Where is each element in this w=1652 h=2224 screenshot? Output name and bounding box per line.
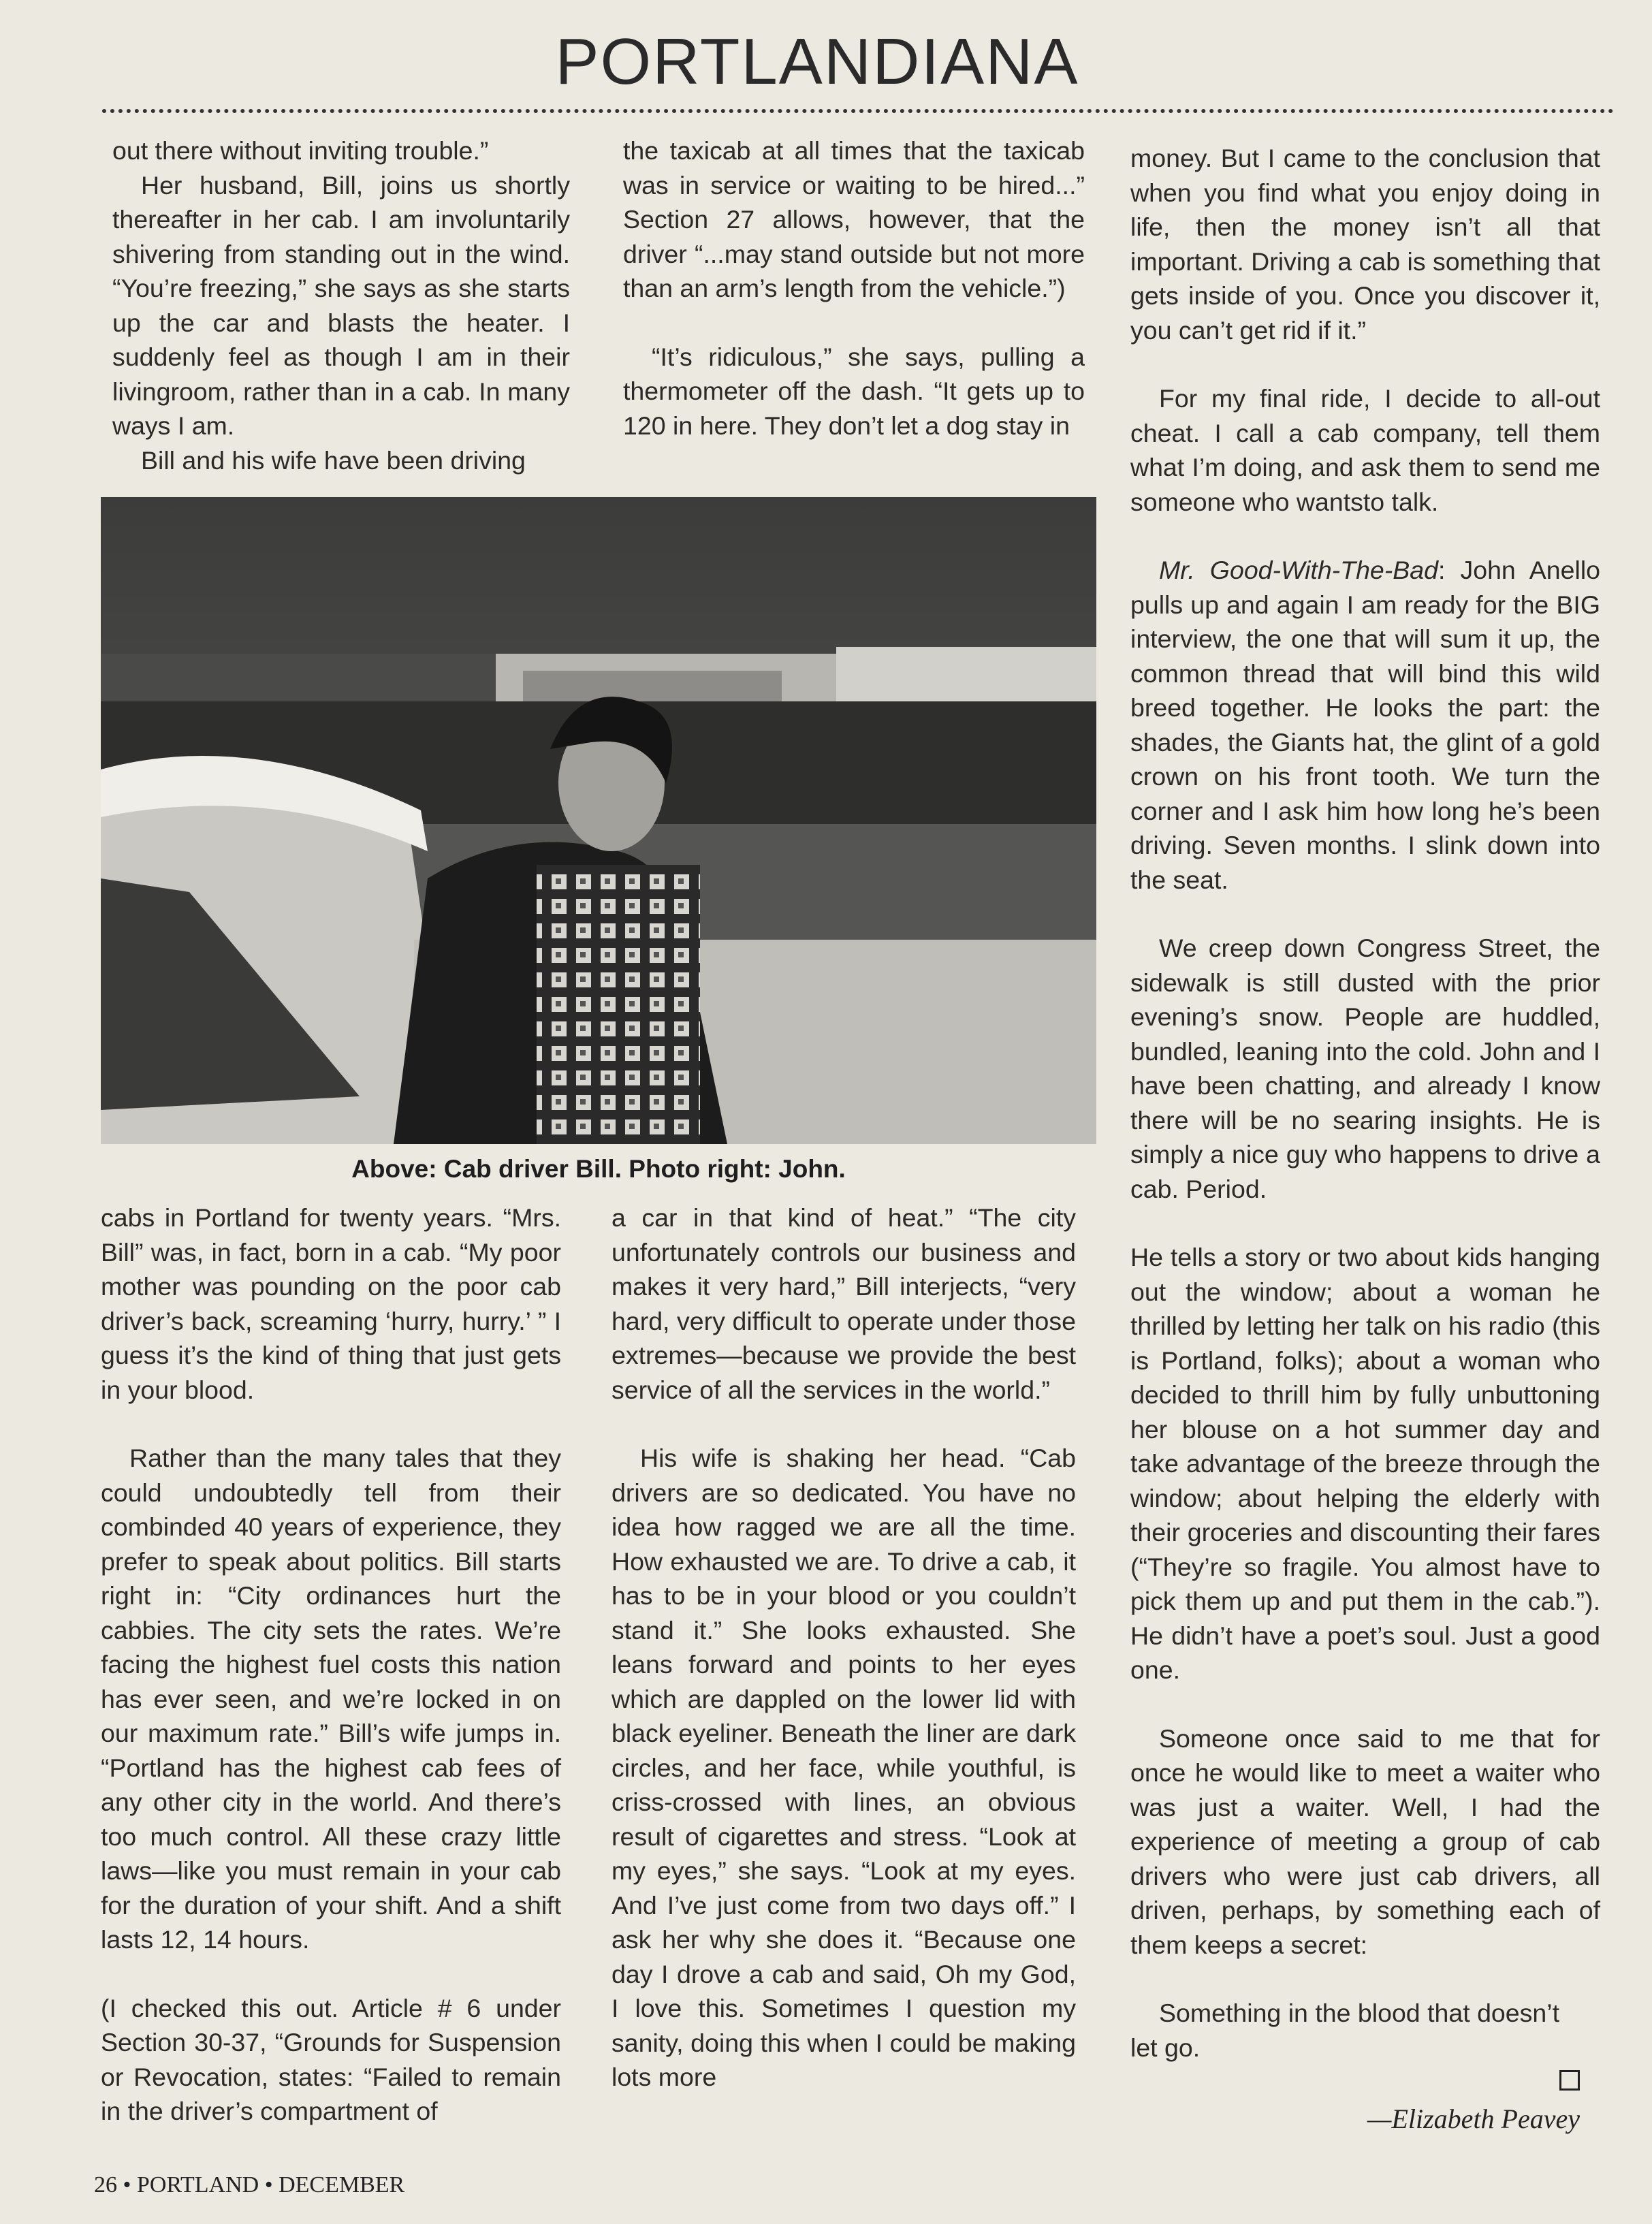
paragraph: Something in the blood that doesn’t let go. bbox=[1130, 1999, 1559, 2062]
end-mark-icon bbox=[1559, 2070, 1580, 2091]
paragraph: “It’s ridiculous,” she says, pulling a thermometer off the dash. “It gets up to 120 in here. They don’t let a dog stay in bbox=[623, 342, 1085, 440]
column-1-bottom bbox=[101, 1201, 561, 2129]
section-label: Mr. Good-With-The-Bad bbox=[1159, 556, 1439, 584]
paragraph-text: : John Anello pulls up and again I am ready for the BIG interview, the one that will sum it up, the common thread that will bind this wild breed together. He looks the part: the shades, the Giants hat, the glint of a gold crown on his front tooth. We turn the corner and I ask him how long he’s been driving. Seven months. I slink down into the seat. bbox=[1130, 556, 1601, 894]
paragraph: We creep down Congress Street, the sidewalk is still dusted with the prior evening’s snow. People are huddled, bundled, leaning into the cold. John and I have been chatting, and already I know there will be no searing insights. He is simply a nice guy who happens to drive a cab. Period. bbox=[1130, 934, 1600, 1203]
paragraph: He tells a story or two about kids hanging out the window; about a woman he thrilled by letting her talk on his radio (this is Portland, folks); about a woman who decided to thrill him by fully unbuttoning her blouse on a hot summer day and take advantage of the breeze through the window; about helping the elderly with their groceries and discounting their fares (“They’re so fragile. You almost have to pick them up and put them in the cab.”). He didn’t have a poet’s soul. Just a good one. bbox=[1130, 1243, 1600, 1684]
paragraph: Her husband, Bill, joins us shortly thereafter in her cab. I am involuntarily shivering from standing out in the wind. “You’re freezing,” she says as she starts up the car and blasts the heater. I suddenly feel as though I am in their livingroom, rather than in a cab. In many ways I am. bbox=[112, 170, 570, 440]
dotted-rule bbox=[102, 109, 1614, 113]
photo-cab-driver-bill bbox=[101, 497, 1096, 1144]
page-footer: 26 • PORTLAND • DECEMBER bbox=[94, 2172, 405, 2197]
paragraph: the taxicab at all times that the taxicab was in service or waiting to be hired...” Section 27 allows, however, that the driver “...may stand outside but not more than an arm’s length from the vehicle.”) bbox=[623, 136, 1085, 302]
paragraph: a car in that kind of heat.” “The city unfortunately controls our business and makes it very hard,” Bill interjects, “very hard, very difficult to operate under those extremes—because we provide the best service of all the services in the world.” bbox=[611, 1203, 1076, 1404]
paragraph: For my final ride, I decide to all-out cheat. I call a cab company, tell them what I’m doing, and ask them to send me someone who wantsto talk. bbox=[1130, 384, 1600, 516]
photo-illustration bbox=[101, 497, 1096, 1144]
paragraph: His wife is shaking her head. “Cab drivers are so dedicated. You have no idea how ragged we are all the time. How exhausted we are. To drive a cab, it has to be in your blood or you couldn’t stand it.” She looks exhausted. She leans forward and points to her eyes which are dappled on the lower lid with black eyeliner. Beneath the liner are dark circles, and her face, while youthful, is criss-crossed with lines, an obvious result of cigarettes and stress. “Look at my eyes,” she says. “Look at my eyes. And I’ve just come from two days off.” I ask her why she does it. “Because one day I drove a cab and said, Oh my God, I love this. Sometimes I question my sanity, doing this when I could be making lots more bbox=[611, 1444, 1076, 2091]
paragraph: cabs in Portland for twenty years. “Mrs. Bill” was, in fact, born in a cab. “My poor mother was pounding on the poor cab driver’s back, screaming ‘hurry, hurry.’ ” I guess it’s the kind of thing that just gets in your blood. bbox=[101, 1203, 561, 1404]
paragraph bbox=[1130, 553, 1600, 897]
paragraph: Rather than the many tales that they could undoubtedly tell from their combinded 40 years of experience, they prefer to speak about politics. Bill starts right in: “City ordinances hurt the cabbies. The city sets the rates. We’re facing the highest fuel costs this nation has ever seen, and we’re locked in on our maximum rate.” Bill’s wife jumps in. “Portland has the highest cab fees of any other city in the world. And there’s too much control. All these crazy little laws—like you must remain in your cab for the duration of your shift. And a shift lasts 12, 14 hours. bbox=[101, 1444, 561, 1954]
paragraph: out there without inviting trouble.” bbox=[112, 136, 489, 165]
byline: —Elizabeth Peavey bbox=[1367, 2103, 1580, 2134]
photo-caption: Above: Cab driver Bill. Photo right: John. bbox=[351, 1155, 846, 1183]
paragraph: money. But I came to the conclusion that when you find what you enjoy doing in life, then the money isn’t all that important. Driving a cab is something that gets inside of you. Once you discover it, you can’t get rid if it.” bbox=[1130, 144, 1600, 345]
column-2-bottom bbox=[611, 1201, 1076, 2095]
paragraph: Someone once said to me that for once he would like to meet a waiter who was just a waiter. Well, I had the experience of meeting a group of cab drivers who were just cab drivers, all driven, perhaps, by something each of them keeps a secret: bbox=[1130, 1723, 1600, 1959]
column-2-top bbox=[623, 133, 1085, 443]
page-title: PORTLANDIANA bbox=[555, 25, 1079, 98]
column-1-top bbox=[112, 133, 570, 477]
paragraph: (I checked this out. Article # 6 under Section 30-37, “Grounds for Suspension or Revocation, states: “Failed to remain in the driver’s compartment of bbox=[101, 1993, 561, 2125]
column-3 bbox=[1130, 141, 1600, 2065]
paragraph: Bill and his wife have been driving bbox=[141, 445, 526, 475]
